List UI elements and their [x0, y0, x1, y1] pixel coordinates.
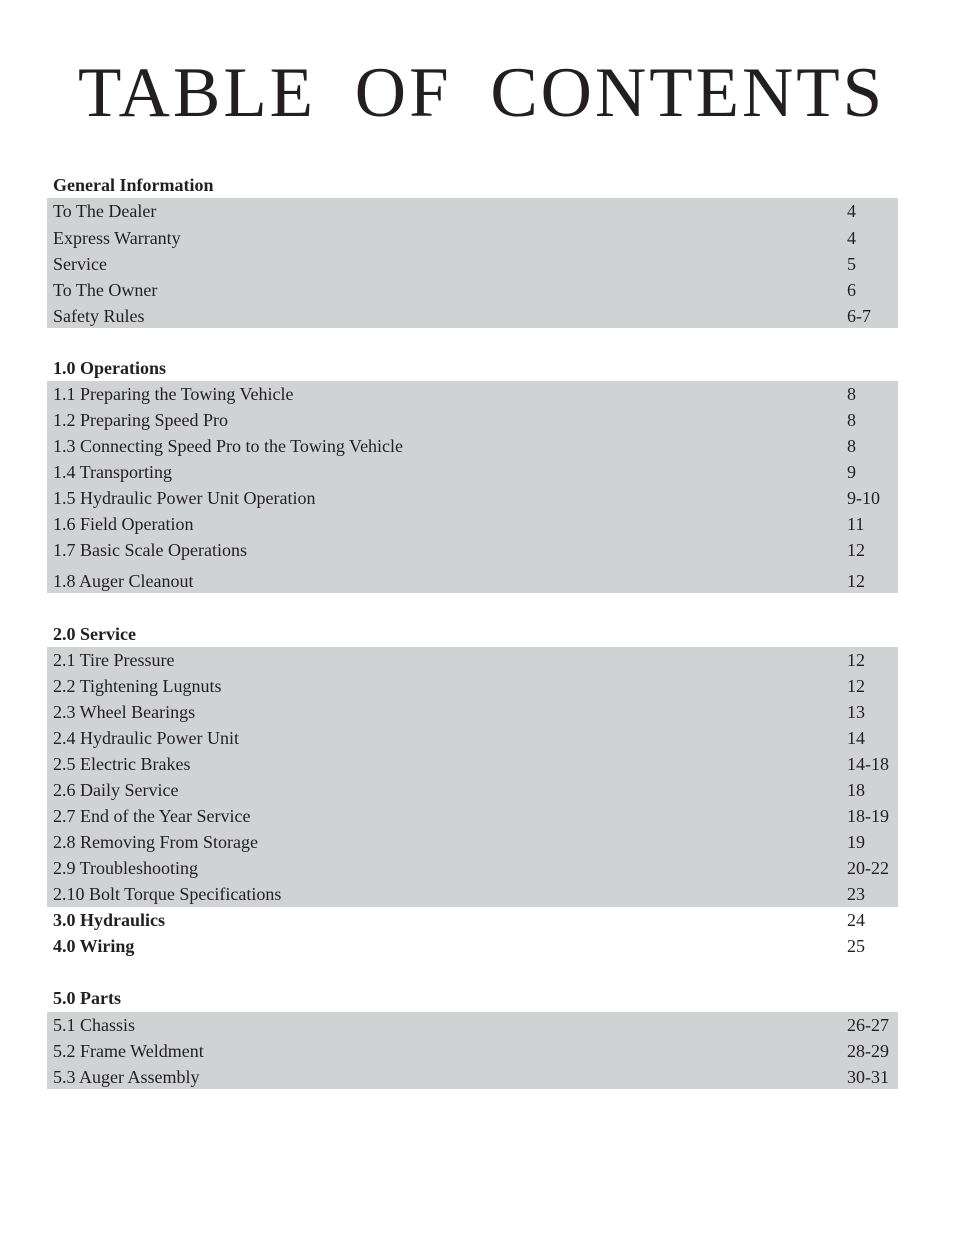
toc-entry-label: 2.2 Tightening Lugnuts: [53, 676, 222, 696]
toc-entry-label: 5.3 Auger Assembly: [53, 1067, 200, 1087]
toc-entry-page: 12: [847, 650, 865, 670]
toc-entry[interactable]: [0, 537, 954, 563]
toc-entry-page: 5: [847, 254, 856, 274]
toc-entry-page: 19: [847, 832, 865, 852]
toc-entry[interactable]: [0, 251, 954, 277]
toc-entry-page: 9-10: [847, 488, 880, 508]
toc-entry[interactable]: [0, 777, 954, 803]
toc-entry-label: Service: [53, 254, 107, 274]
toc-entry[interactable]: [0, 1038, 954, 1064]
toc-entry[interactable]: [0, 803, 954, 829]
toc-entry-label: Express Warranty: [53, 228, 181, 248]
toc-entry[interactable]: [0, 647, 954, 673]
toc-entry-page: 4: [847, 201, 856, 221]
toc-entry-label: 1.6 Field Operation: [53, 514, 194, 534]
toc-entry-page: 25: [847, 936, 865, 956]
toc-entry-label: 2.5 Electric Brakes: [53, 754, 191, 774]
toc-entry-page: 12: [847, 540, 865, 560]
toc-entry-page: 13: [847, 702, 865, 722]
toc-entry-page: 8: [847, 410, 856, 430]
toc-entry-page: 12: [847, 676, 865, 696]
toc-entry[interactable]: [0, 225, 954, 251]
toc-entry-page: 6-7: [847, 306, 871, 326]
section-heading-label: 1.0 Operations: [53, 358, 167, 378]
section-heading-wiring[interactable]: [0, 933, 954, 959]
toc-entry-label: 1.7 Basic Scale Operations: [53, 540, 247, 560]
toc-entry[interactable]: [0, 433, 954, 459]
toc-entry-page: 26-27: [847, 1015, 889, 1035]
toc-entry-page: 18: [847, 780, 865, 800]
section-heading-label: 2.0 Service: [53, 624, 136, 644]
toc-entry[interactable]: [0, 1064, 954, 1090]
toc-entry-page: 24: [847, 910, 865, 930]
toc-entry-label: 2.1 Tire Pressure: [53, 650, 175, 670]
toc-entry-label: 1.1 Preparing the Towing Vehicle: [53, 384, 294, 404]
toc-entry[interactable]: [0, 829, 954, 855]
toc-entry-label: 5.2 Frame Weldment: [53, 1041, 204, 1061]
toc-entry-label: 2.8 Removing From Storage: [53, 832, 258, 852]
toc-entry-page: 12: [847, 571, 865, 591]
toc-entry-label: 1.3 Connecting Speed Pro to the Towing Vehicle: [53, 436, 404, 456]
toc-entry-label: 1.5 Hydraulic Power Unit Operation: [53, 488, 316, 508]
toc-entry[interactable]: [0, 511, 954, 537]
section-heading-label: General Information: [53, 175, 214, 195]
toc-entry[interactable]: [0, 198, 954, 224]
toc-entry[interactable]: [0, 1012, 954, 1038]
toc-entry[interactable]: [0, 568, 954, 594]
toc-entry[interactable]: [0, 381, 954, 407]
toc-entry-label: Safety Rules: [53, 306, 145, 326]
toc-entry-page: 14: [847, 728, 865, 748]
toc-entry-label: 2.6 Daily Service: [53, 780, 179, 800]
toc-entry[interactable]: [0, 751, 954, 777]
toc-entry-label: 1.2 Preparing Speed Pro: [53, 410, 228, 430]
toc-entry-label: 2.7 End of the Year Service: [53, 806, 251, 826]
toc-entry-page: 8: [847, 384, 856, 404]
toc-entry-page: 11: [847, 514, 865, 534]
section-heading-parts: [0, 985, 954, 1011]
toc-entry-page: 28-29: [847, 1041, 889, 1061]
toc-entry-label: 5.1 Chassis: [53, 1015, 136, 1035]
toc-entry-label: 2.9 Troubleshooting: [53, 858, 199, 878]
toc-entry-page: 18-19: [847, 806, 889, 826]
section-heading-operations: [0, 355, 954, 381]
toc-entry-page: 23: [847, 884, 865, 904]
toc-entry[interactable]: [0, 855, 954, 881]
toc-entry[interactable]: [0, 407, 954, 433]
toc-entry-label: 2.10 Bolt Torque Specifications: [53, 884, 282, 904]
toc-entry-page: 9: [847, 462, 856, 482]
toc-entry-label: 2.3 Wheel Bearings: [53, 702, 196, 722]
toc-entry-page: 30-31: [847, 1067, 889, 1087]
toc-entry-page: 4: [847, 228, 856, 248]
section-heading-general-information: [0, 172, 954, 198]
toc-entry-label: To The Dealer: [53, 201, 157, 221]
toc-entry[interactable]: [0, 459, 954, 485]
toc-entry-page: 6: [847, 280, 856, 300]
toc-entry-label: To The Owner: [53, 280, 158, 300]
toc-entry-label: 1.8 Auger Cleanout: [53, 571, 194, 591]
toc-entry-page: 8: [847, 436, 856, 456]
section-heading-label: 5.0 Parts: [53, 988, 121, 1008]
section-heading-service: [0, 621, 954, 647]
toc-entry[interactable]: [0, 277, 954, 303]
toc-entry[interactable]: [0, 699, 954, 725]
toc-entry-page: 14-18: [847, 754, 889, 774]
toc-entry[interactable]: [0, 303, 954, 329]
toc-entry[interactable]: [0, 485, 954, 511]
toc-entry-page: 20-22: [847, 858, 889, 878]
section-heading-label: 4.0 Wiring: [53, 936, 135, 956]
toc-entry[interactable]: [0, 725, 954, 751]
page-title: TABLE OF CONTENTS: [78, 54, 886, 132]
section-heading-label: 3.0 Hydraulics: [53, 910, 166, 930]
toc-entry[interactable]: [0, 673, 954, 699]
toc-entry-label: 1.4 Transporting: [53, 462, 173, 482]
section-heading-hydraulics[interactable]: [0, 907, 954, 933]
toc-entry[interactable]: [0, 881, 954, 907]
toc-entry-label: 2.4 Hydraulic Power Unit: [53, 728, 239, 748]
